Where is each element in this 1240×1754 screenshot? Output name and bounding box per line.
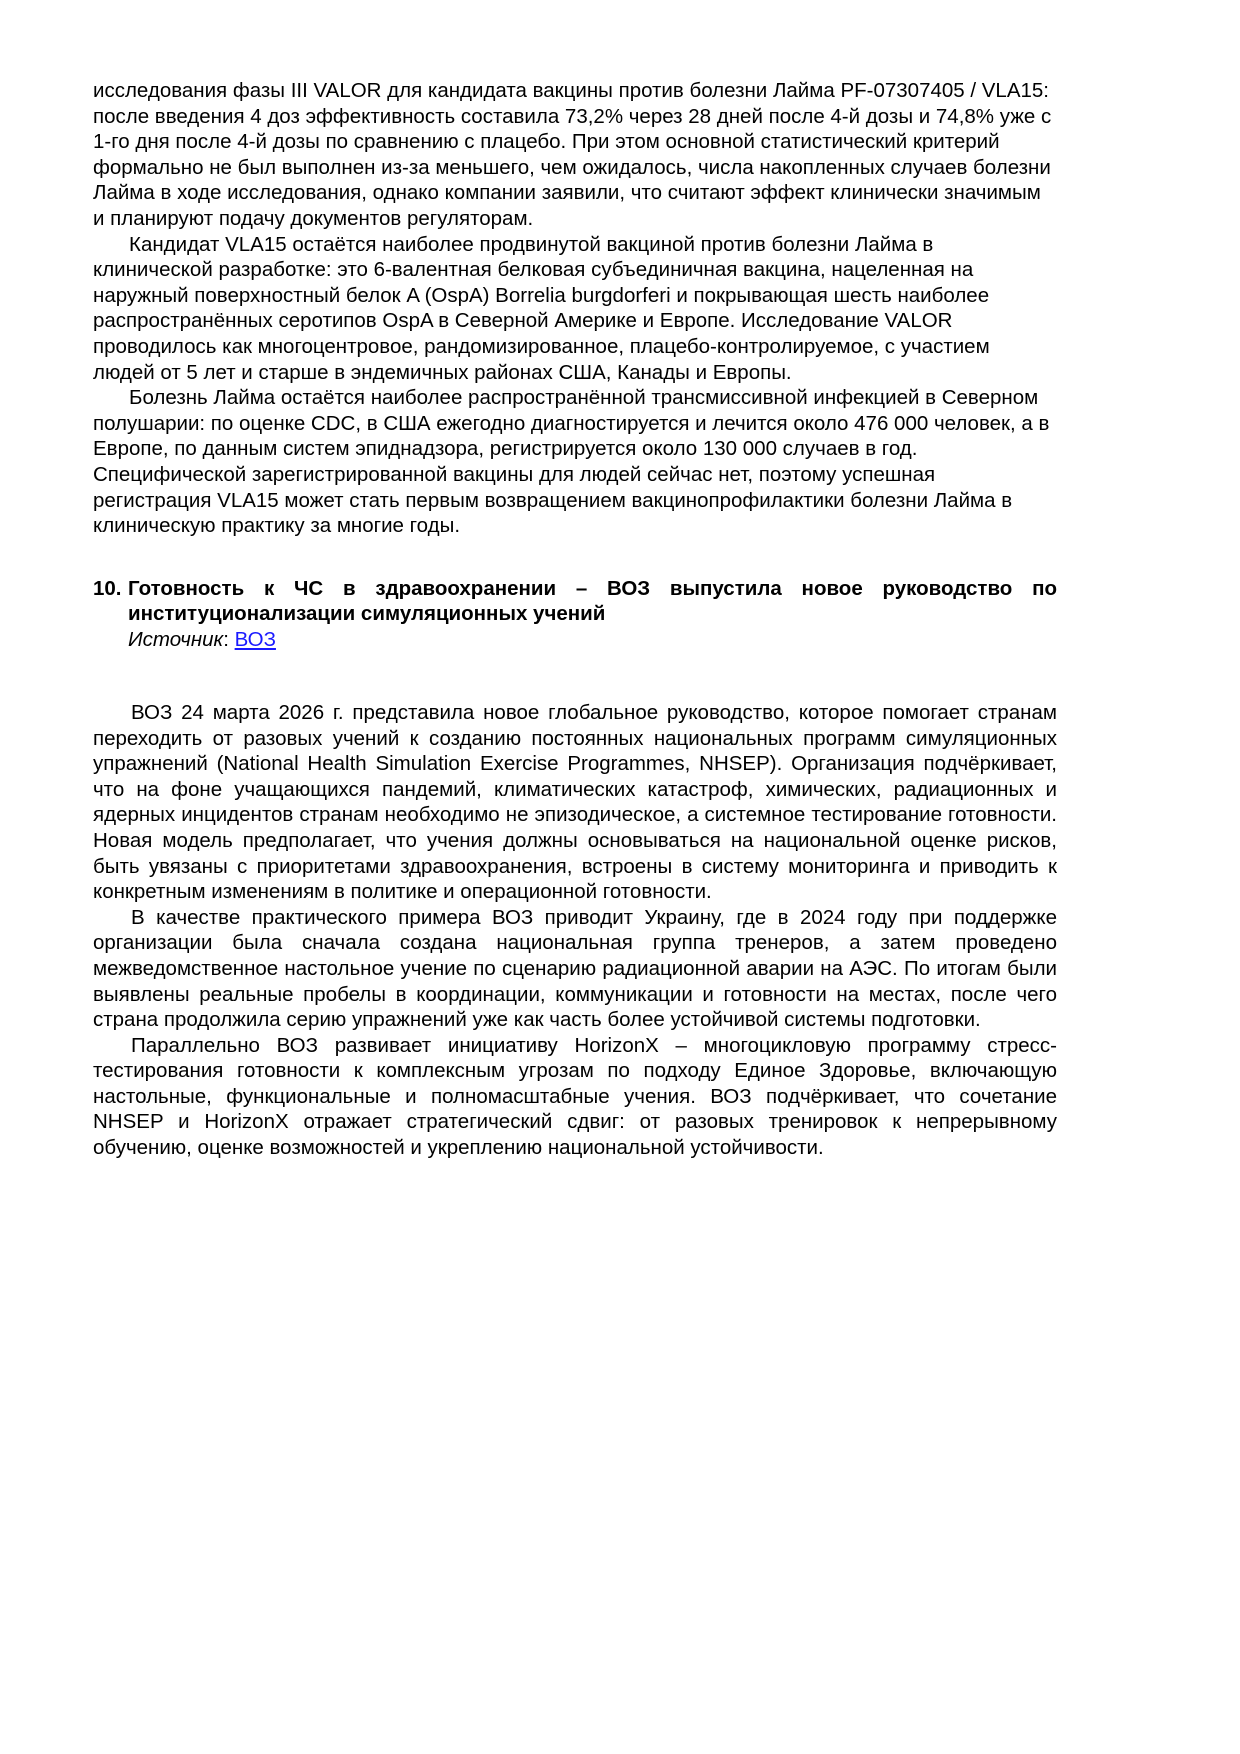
section-heading [93, 576, 1057, 627]
paragraph: Кандидат VLA15 остаётся наиболее продвинутой вакциной против болезни Лайма в клинической разработке: это 6-валентная белковая субъединичная вакцина, нацеленная на наружный поверхностный белок A (OspA) Borrelia burgdorferi и покрывающая шесть наиболее распространённых серотипов OspA в Северной Америке и Европе. Исследование VALOR проводилось как многоцентровое, рандомизированное, плацебо-контролируемое, с участием людей от 5 лет и старше в эндемичных районах США, Канады и Европы. [93, 232, 990, 384]
paragraph: Параллельно ВОЗ развивает инициативу HorizonX – многоцикловую программу стресс-тестирования готовности к комплексным угрозам по подходу Единое Здоровье, включающую настольные, функциональные и полномасштабные учения. ВОЗ подчёркивает, что сочетание NHSEP и HorizonX отражает стратегический сдвиг: от разовых тренировок к непрерывному обучению, оценке возможностей и укреплению национальной устойчивости. [93, 1033, 1057, 1160]
section-title: Готовность к ЧС в здравоохранении – ВОЗ выпустила новое руководство по институционализации симуляционных учений [128, 576, 1057, 626]
section-9-continuation [93, 78, 1057, 539]
paragraph: В качестве практического примера ВОЗ приводит Украину, где в 2024 году при поддержке организации была сначала создана национальная группа тренеров, а затем проведено межведомственное настольное учение по сценарию радиационной аварии на АЭС. По итогам были выявлены реальные пробелы в координации, коммуникации и готовности на местах, после чего страна продолжила серию упражнений уже как часть более устойчивой системы подготовки. [93, 905, 1057, 1032]
source-label: Источник [128, 627, 224, 651]
source-link[interactable]: ВОЗ [234, 627, 276, 651]
paragraph: Болезнь Лайма остаётся наиболее распространённой трансмиссивной инфекцией в Северном полушарии: по оценке CDC, в США ежегодно диагностируется и лечится около 476 000 человек, а в Европе, по данным систем эпиднадзора, регистрируется около 130 000 случаев в год. Специфической зарегистрированной вакцины для людей сейчас нет, поэтому успешная регистрация VLA15 может стать первым возвращением вакцинопрофилактики болезни Лайма в клиническую практику за многие годы. [93, 386, 1050, 538]
source-line [128, 627, 1057, 653]
document-page [93, 78, 1057, 1161]
section-number: 10. [93, 576, 122, 600]
paragraph: исследования фазы III VALOR для кандидата вакцины против болезни Лайма PF-07307405 / VLA15: после введения 4 доз эффективность составила 73,2% через 28 дней после 4-й дозы и 74,8% уже с 1-го дня после 4-й дозы по сравнению с плацебо. При этом основной статистический критерий формально не был выполнен из-за меньшего, чем ожидалось, числа накопленных случаев болезни Лайма в ходе исследования, однако компании заявили, что считают эффект клинически значимым и планируют подачу документов регуляторам. [93, 79, 1052, 230]
paragraph: ВОЗ 24 марта 2026 г. представила новое глобальное руководство, которое помогает странам переходить от разовых учений к созданию постоянных национальных программ симуляционных упражнений (National Health Simulation Exercise Programmes, NHSEP). Организация подчёркивает, что на фоне учащающихся пандемий, климатических катастроф, химических, радиационных и ядерных инцидентов странам необходимо не эпизодическое, а системное тестирование готовности. Новая модель предполагает, что учения должны основываться на национальной оценке рисков, быть увязаны с приоритетами здравоохранения, встроены в систему мониторинга и приводить к конкретным изменениям в политике и операционной готовности. [93, 700, 1057, 904]
source-separator: : [223, 627, 235, 651]
section-10 [93, 576, 1057, 1161]
